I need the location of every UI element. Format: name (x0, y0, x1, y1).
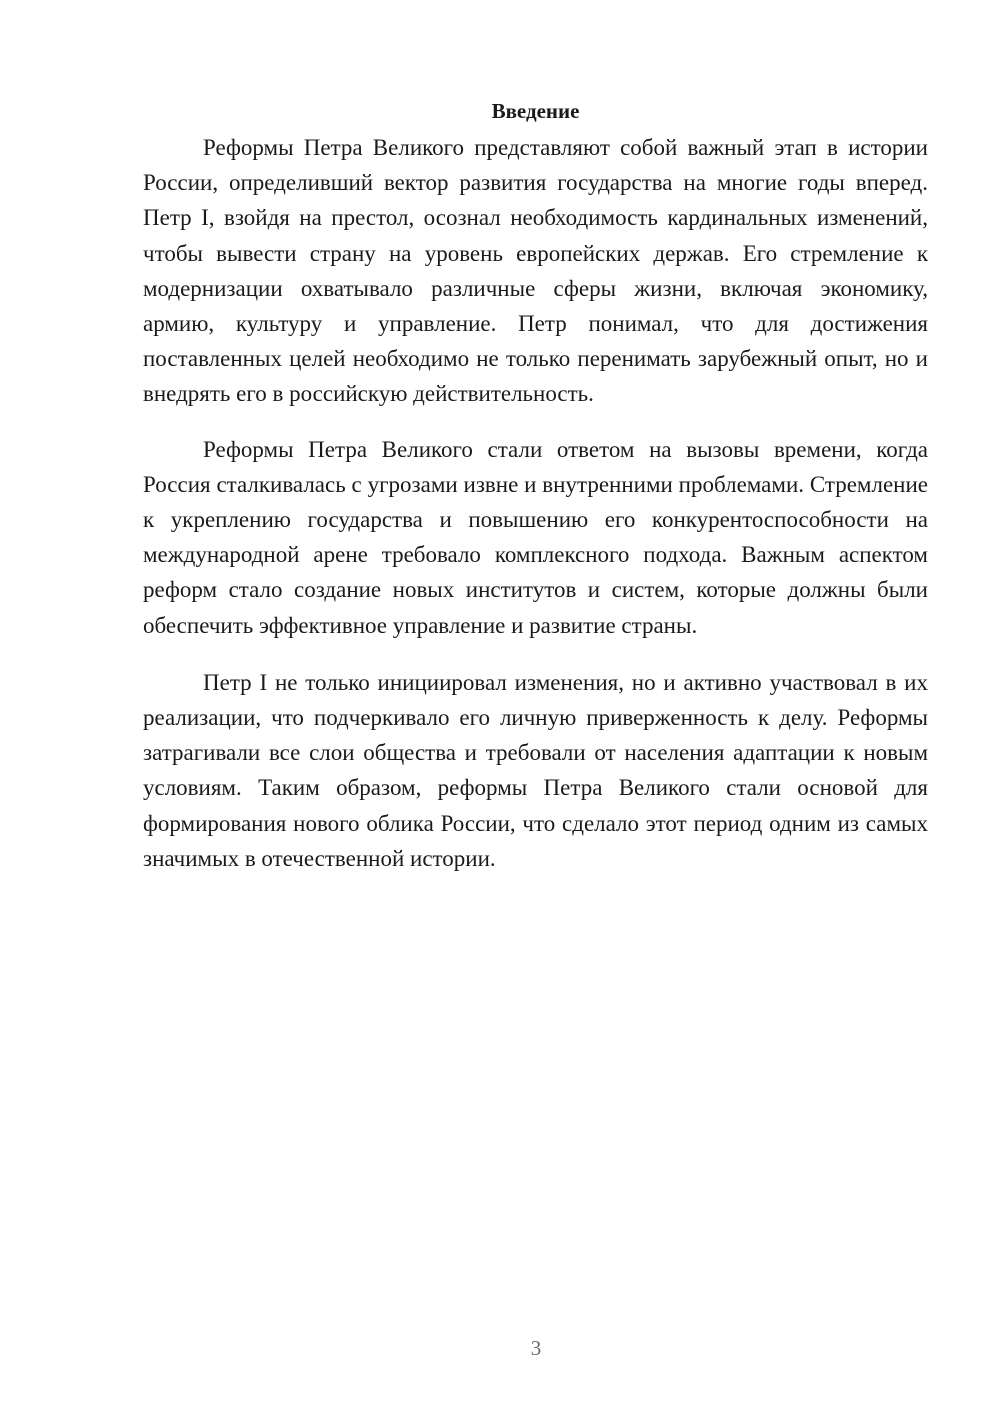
section-heading: Введение (491, 99, 580, 123)
paragraph-3: Петр I не только инициировал изменения, но и активно участвовал в их реализации, что подчеркивало его личную приверженность к делу. Реформы затрагивали все слои общества и требовали от населения адаптации к новым условиям. Таким образом, реформы Петра Великого стали основой для формирования нового облика России, что сделало этот период одним из самых значимых в отечественной истории. (143, 669, 928, 871)
page-number: 3 (530, 1336, 542, 1360)
page-content (143, 96, 928, 898)
paragraph-1: Реформы Петра Великого представляют собой важный этап в истории России, определивший вектор развития государства на многие годы вперед. Петр I, взойдя на престол, осознал необходимость кардинальных изменений, чтобы вывести страну на уровень европейских держав. Его стремление к модернизации охватывало различные сферы жизни, включая экономику, армию, культуру и управление. Петр понимал, что для достижения поставленных целей необходимо не только перенимать зарубежный опыт, но и внедрять его в российскую действительность. (143, 135, 928, 407)
paragraph-2: Реформы Петра Великого стали ответом на вызовы времени, когда Россия сталкивалась с угрозами извне и внутренними проблемами. Стремление к укреплению государства и повышению его конкурентоспособности на международной арене требовало комплексного подхода. Важным аспектом реформ стало создание новых институтов и систем, которые должны были обеспечить эффективное управление и развитие страны. (143, 436, 928, 638)
